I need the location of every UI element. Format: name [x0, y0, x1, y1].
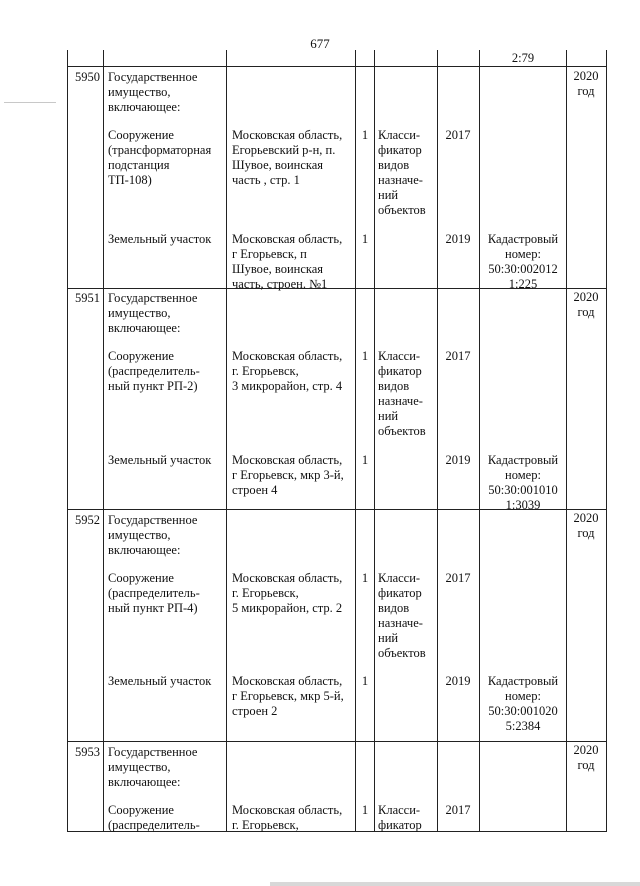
column-border	[226, 50, 227, 832]
structure-count: 1	[361, 128, 369, 142]
column-border	[374, 50, 375, 832]
entry-index: 5953	[75, 745, 100, 759]
land-name: Земельный участок	[108, 674, 212, 688]
entry-title: Государственное имущество, включающее:	[108, 70, 198, 114]
land-cadastral-number: Кадастровый номер: 50:30:001010 1:3039	[487, 453, 559, 512]
structure-address: Московская область, Егорьевский р-н, п. Шувое, воинская часть , стр. 1	[232, 128, 343, 187]
scan-edge-shadow	[270, 882, 640, 886]
structure-classifier: Класси- фикатор видов назначе- ний объектов	[378, 128, 426, 217]
land-address: Московская область, г Егорьевск, мкр 3-й, строен 4	[232, 453, 344, 497]
structure-year: 2017	[445, 128, 471, 142]
entry-index: 5951	[75, 291, 100, 305]
entry-year-added: 2020 год	[573, 290, 599, 319]
column-border	[67, 50, 68, 832]
structure-address: Московская область, г. Егорьевск, 3 микрорайон, стр. 4	[232, 349, 343, 393]
land-count: 1	[361, 674, 369, 688]
land-year: 2019	[445, 232, 471, 246]
structure-name: Сооружение (трансформаторная подстанция ТП-108)	[108, 128, 212, 187]
row-border	[67, 66, 607, 67]
land-count: 1	[361, 453, 369, 467]
structure-count: 1	[361, 349, 369, 363]
land-address: Московская область, г Егорьевск, п Шувое, воинская часть, строен. №1	[232, 232, 343, 291]
column-border	[606, 50, 607, 832]
structure-count: 1	[361, 803, 369, 817]
column-border	[437, 50, 438, 832]
land-year: 2019	[445, 453, 471, 467]
entry-title: Государственное имущество, включающее:	[108, 291, 198, 335]
page-number: 677	[310, 36, 330, 51]
entry-title: Государственное имущество, включающее:	[108, 745, 198, 789]
structure-year: 2017	[445, 803, 471, 817]
land-year: 2019	[445, 674, 471, 688]
structure-year: 2017	[445, 571, 471, 585]
structure-name: Сооружение (распределитель- ный пункт РП-4)	[108, 571, 200, 615]
cadastral-continuation: 2:79	[511, 51, 535, 65]
entry-title: Государственное имущество, включающее:	[108, 513, 198, 557]
structure-classifier: Класси- фикатор видов назначе- ний объектов	[378, 571, 426, 660]
column-border	[103, 50, 104, 832]
row-border	[67, 741, 607, 742]
structure-classifier: Класси- фикатор видов назначе- ний объектов	[378, 349, 426, 438]
entry-index: 5950	[75, 70, 100, 84]
structure-address: Московская область, г. Егорьевск,	[232, 803, 343, 832]
land-cadastral-number: Кадастровый номер: 50:30:002012 1:225	[487, 232, 559, 291]
structure-year: 2017	[445, 349, 471, 363]
land-name: Земельный участок	[108, 453, 212, 467]
structure-name: Сооружение (распределитель- ный пункт РП-2)	[108, 349, 200, 393]
column-border	[566, 50, 567, 832]
land-count: 1	[361, 232, 369, 246]
land-address: Московская область, г Егорьевск, мкр 5-й, строен 2	[232, 674, 344, 718]
scan-speck	[4, 102, 56, 103]
entry-year-added: 2020 год	[573, 743, 599, 772]
structure-count: 1	[361, 571, 369, 585]
land-cadastral-number: Кадастровый номер: 50:30:001020 5:2384	[487, 674, 559, 733]
entry-year-added: 2020 год	[573, 69, 599, 98]
structure-classifier: Класси- фикатор	[378, 803, 422, 832]
land-name: Земельный участок	[108, 232, 212, 246]
entry-index: 5952	[75, 513, 100, 527]
structure-name: Сооружение (распределитель-	[108, 803, 200, 832]
structure-address: Московская область, г. Егорьевск, 5 микрорайон, стр. 2	[232, 571, 343, 615]
entry-year-added: 2020 год	[573, 511, 599, 540]
